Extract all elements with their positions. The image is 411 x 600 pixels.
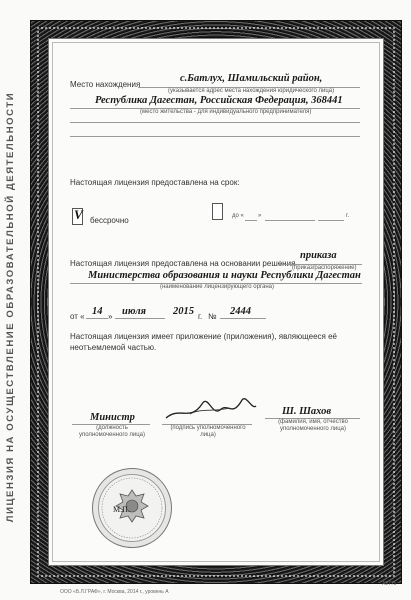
location-hint1: (указывается адрес места нахождения юридического лица) [168,88,335,94]
date-month: июля [122,306,147,317]
position-hint: (должность уполномоченного лица) [78,425,146,438]
signature-hint: (подпись уполномоченного лица) [170,425,246,438]
official-seal [92,468,172,548]
signatory-name: Ш. Шахов [282,406,332,417]
until-month-rule [265,220,315,221]
license-number-rule [220,318,266,319]
seal-ring-text [93,469,171,547]
location-line3-rule [70,122,360,123]
date-from-label: от « [70,312,85,321]
until-close: » [258,213,262,219]
number-label: № [208,312,217,321]
basis-label: Настоящая лицензия предоставлена на основании решения [70,259,296,268]
until-checkbox [212,203,223,220]
until-year-suffix: г. [346,213,350,219]
location-line1: с.Батлух, Шамильский район, [180,73,323,84]
side-caption: ЛИЦЕНЗИЯ НА ОСУЩЕСТВЛЕНИЕ ОБРАЗОВАТЕЛЬНОЙ ДЕЯТЕЛЬНОСТИ [5,91,16,523]
seal-mark: М.П. [113,505,130,514]
until-day-rule [245,220,257,221]
date-quote-close: » [108,312,113,321]
until-label: до « [232,213,244,219]
term-label: Настоящая лицензия предоставлена на срок: [70,178,240,187]
form-code: А2775 [382,581,397,587]
location-line2: Республика Дагестан, Российская Федерация, 368441 [95,95,343,106]
authority-hint: (наименование лицензирующего органа) [160,284,274,290]
printer-footer: ООО «Б.Л.ГРАФ», г. Москва, 2014 г., уровень А [60,589,169,595]
indefinite-checkbox [72,208,83,225]
until-year-rule [318,220,344,221]
handwritten-signature [160,388,260,428]
appendix-text: Настоящая лицензия имеет приложение (приложения), являющееся её неотъемлемой частью. [70,332,337,352]
date-month-rule [115,318,165,319]
name-hint: (фамилия, имя, отчество уполномоченного лица) [278,419,348,432]
location-label: Место нахождения [70,80,141,89]
decision-hint: (приказ/распоряжение) [292,265,357,271]
licensing-authority: Министерства образования и науки Республики Дагестан [88,270,361,281]
indefinite-label: бессрочно [90,216,129,225]
license-number: 2444 [230,306,251,317]
check-mark: V [74,207,83,222]
location-hint2: (место жительства - для индивидуального предпринимателя) [140,109,312,115]
date-day: 14 [92,306,103,317]
signatory-position: Министр [90,412,135,423]
date-year-suffix: г. [198,312,203,321]
date-day-rule [86,318,108,319]
decision-type: приказа [300,250,337,261]
date-year: 2015 [173,306,194,317]
location-line4-rule [70,136,360,137]
